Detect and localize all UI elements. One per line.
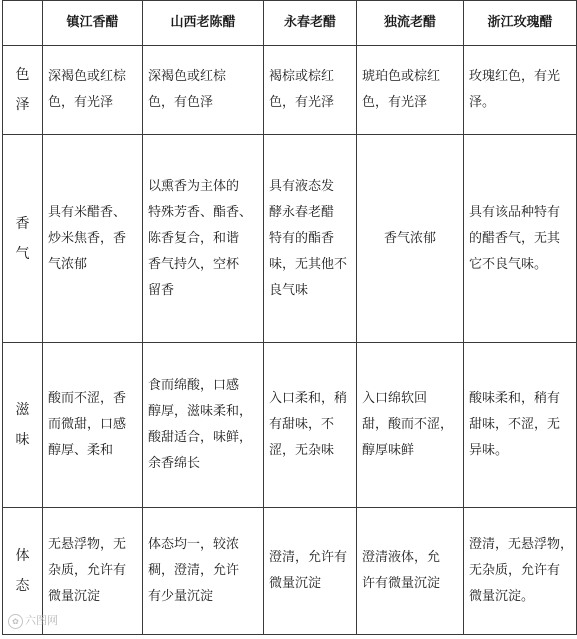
- cell-taste-duliu: 入口绵软回 甜，酸而不涩， 醇厚味鲜: [357, 343, 464, 508]
- row-label-aroma: 香 气: [3, 135, 43, 343]
- cell-appearance-zhenjiang: 无悬浮物，无 杂质，允许有 微量沉淀: [43, 508, 143, 635]
- header-yongchun: 永春老醋: [264, 1, 357, 46]
- cell-appearance-zhejiang: 澄清，无悬浮物， 无杂质，允许有 微量沉淀。: [464, 508, 577, 635]
- header-shanxi: 山西老陈醋: [143, 1, 264, 46]
- cell-aroma-zhejiang: 具有该品种特有 的醋香气，无其 它不良气味。: [464, 135, 577, 343]
- cell-appearance-duliu: 澄清液体，允 许有微量沉淀: [357, 508, 464, 635]
- cell-color-duliu: 琥珀色或棕红 色，有光泽: [357, 46, 464, 135]
- watermark-text: 六图网: [25, 614, 58, 627]
- table-row-color: [3, 46, 577, 135]
- cell-aroma-zhenjiang: 具有米醋香、 炒米焦香，香 气浓郁: [43, 135, 143, 343]
- cell-color-zhenjiang: 深褐色或红棕 色，有光泽: [43, 46, 143, 135]
- watermark: [8, 612, 58, 629]
- row-label-color: 色 泽: [3, 46, 43, 135]
- header-corner: [3, 1, 43, 46]
- row-label-appearance: 体 态: [3, 508, 43, 635]
- vinegar-comparison-table: [2, 0, 577, 635]
- row-label-taste: 滋 味: [3, 343, 43, 508]
- table-row-aroma: [3, 135, 577, 343]
- cell-taste-zhejiang: 酸味柔和，稍有 甜味，不涩，无 异味。: [464, 343, 577, 508]
- cell-color-zhejiang: 玫瑰红色，有光 泽。: [464, 46, 577, 135]
- header-duliu: 独流老醋: [357, 1, 464, 46]
- header-row: [3, 1, 577, 46]
- cell-color-yongchun: 褐棕或棕红 色，有光泽: [264, 46, 357, 135]
- cell-aroma-duliu: 香气浓郁: [357, 135, 464, 343]
- header-zhenjiang: 镇江香醋: [43, 1, 143, 46]
- cell-taste-zhenjiang: 酸而不涩，香 而微甜，口感 醇厚、柔和: [43, 343, 143, 508]
- cell-taste-shanxi: 食而绵酸，口感 醇厚，滋味柔和， 酸甜适合，味鲜， 余香绵长: [143, 343, 264, 508]
- cell-appearance-shanxi: 体态均一，较浓 稠，澄清，允许 有少量沉淀: [143, 508, 264, 635]
- header-zhejiang: 浙江玫瑰醋: [464, 1, 577, 46]
- cell-color-shanxi: 深褐色或红棕 色，有色泽: [143, 46, 264, 135]
- cell-aroma-shanxi: 以熏香为主体的 特殊芳香、酯香、 陈香复合，和谐 香气持久，空杯 留香: [143, 135, 264, 343]
- cell-aroma-yongchun: 具有液态发 酵永春老醋 特有的酯香 味，无其他不 良气味: [264, 135, 357, 343]
- cell-taste-yongchun: 入口柔和，稍 有甜味，不 涩，无杂味: [264, 343, 357, 508]
- cell-appearance-yongchun: 澄清，允许有 微量沉淀: [264, 508, 357, 635]
- watermark-logo-icon: ✿: [8, 614, 23, 629]
- table-row-taste: [3, 343, 577, 508]
- table-row-appearance: [3, 508, 577, 635]
